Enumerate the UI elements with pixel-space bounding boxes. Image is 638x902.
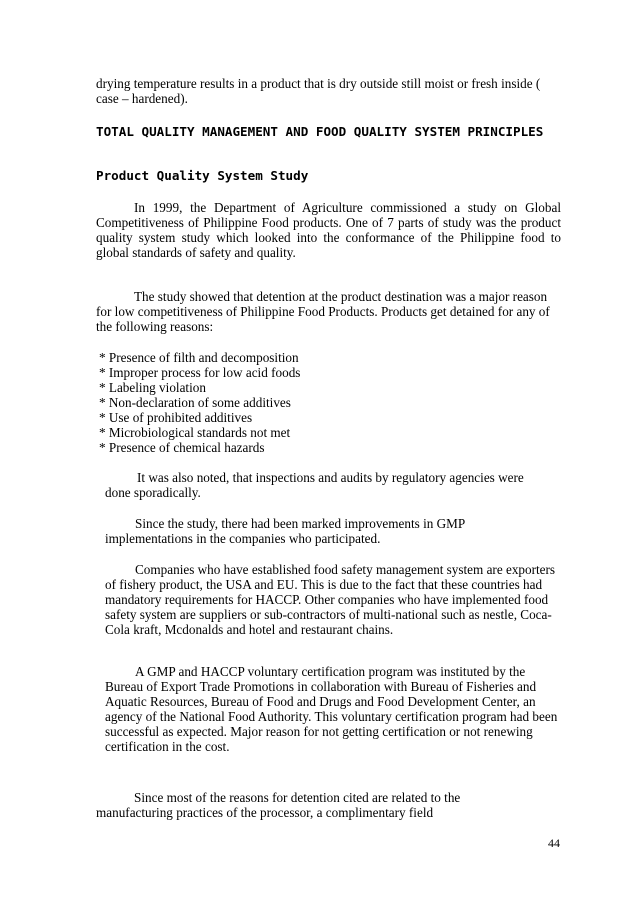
food-safety-companies-paragraph: Companies who have established food safety management system are exporters of fishery product, the USA and EU. This is due to the fact that these countries had mandatory requirements for HACCP. Other companies who have implemented food safety system are suppliers or sub-contractors of multi-national such as nestle, Coca-Cola kraft, Mcdonalds and hotel and restaurant chains. xyxy=(105,562,556,637)
inspection-paragraph: It was also noted, that inspections and audits by regulatory agencies were done sporadically. xyxy=(105,470,524,500)
closing-paragraph: Since most of the reasons for detention cited are related to the manufacturing practices of the processor, a complimentary field xyxy=(96,790,461,820)
list-item: * Improper process for low acid foods xyxy=(99,365,301,380)
gmp-improvements-paragraph: Since the study, there had been marked improvements in GMP implementations in the companies who participated. xyxy=(105,516,465,546)
list-item: * Microbiological standards not met xyxy=(99,425,291,440)
detention-paragraph: The study showed that detention at the product destination was a major reason for low competitiveness of Philippine Food Products. Products get detained for any of the following reasons: xyxy=(96,289,550,334)
study-paragraph: In 1999, the Department of Agriculture commissioned a study on Global Competitiveness of Philippine Food products. One of 7 parts of study was the product quality system study which looked into the conformance of the Philippine food to global standards of safety and quality. xyxy=(96,200,561,260)
continuation-paragraph: drying temperature results in a product that is dry outside still moist or fresh inside ( case – hardened). xyxy=(96,76,541,106)
subsection-heading: Product Quality System Study xyxy=(96,168,309,183)
list-item: * Presence of filth and decomposition xyxy=(99,350,299,365)
section-heading: TOTAL QUALITY MANAGEMENT AND FOOD QUALITY SYSTEM PRINCIPLES xyxy=(96,124,544,139)
list-item: * Non-declaration of some additives xyxy=(99,395,291,410)
list-item: * Labeling violation xyxy=(99,380,206,395)
page-number: 44 xyxy=(548,836,560,850)
list-item: * Presence of chemical hazards xyxy=(99,440,265,455)
detention-reasons-list xyxy=(99,350,399,455)
list-item: * Use of prohibited additives xyxy=(99,410,253,425)
certification-program-paragraph: A GMP and HACCP voluntary certification program was instituted by the Bureau of Export Trade Promotions in collaboration with Bureau of Fisheries and Aquatic Resources, Bureau of Food and Drugs and Food Development Center, an agency of the National Food Authority. This voluntary certification program had been successful as expected. Major reason for not getting certification or not renewing certification in the cost. xyxy=(105,664,558,754)
